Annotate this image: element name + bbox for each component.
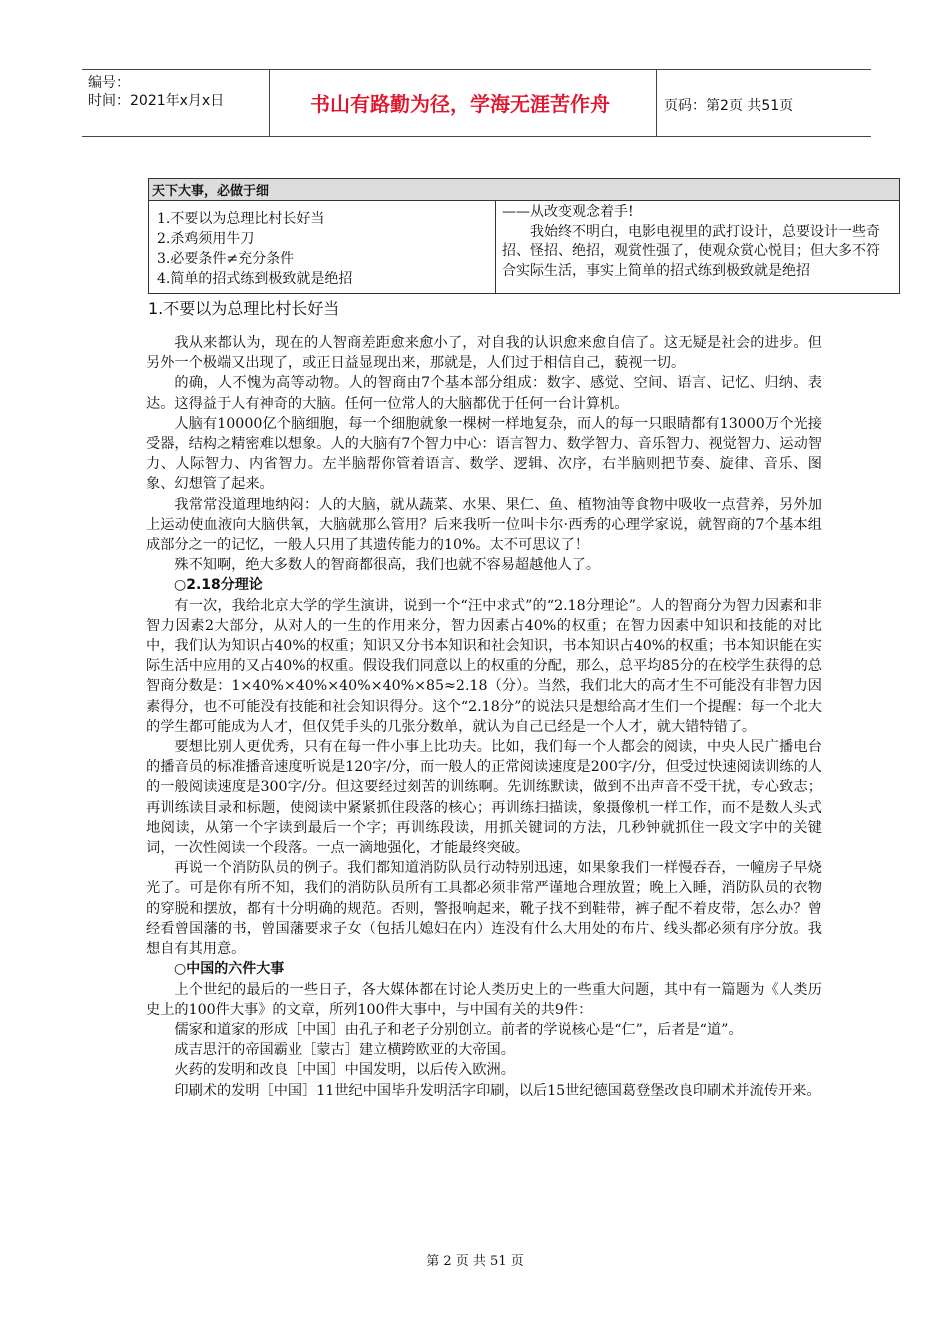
paragraph: 火药的发明和改良［中国］中国发明，以后传入欧洲。: [174, 1062, 515, 1079]
subsection-title: ○2.18分理论: [174, 577, 263, 594]
summary-item-list: [149, 201, 496, 294]
paragraph: 要想比别人更优秀，只有在每一件小事上比功夫。比如，我们每一个人都会的阅读，中央人民广播电台的播音员的标准播音速度听说是120字/分，而一般人的正常阅读速度是200字/分，但受过快速阅读训练的人的一般阅读速度是300字/分。但这要经过刻苦的训练啊。先训练默读，做到不出声音不受干扰，专心致志；再训练读目录和标题，使阅读中紧紧抓住段落的核心；再训练扫描读，象摄像机一样工作，而不是数人头式地阅读，从第一个字读到最后一个字；再训练段读，用抓关键词的方法，几秒钟就抓住一段文字中的关键词，一次性阅读一个段落。一点一滴地强化，才能最终突破。: [146, 739, 822, 857]
paragraph: 我常常没道理地纳闷：人的大脑，就从蔬菜、水果、果仁、鱼、植物油等食物中吸收一点营养，另外加上运动使血液向大脑供氧，大脑就那么管用？后来我听一位叫卡尔·西秀的心理学家说，就智商的7个基本组成部分之一的记忆，一般人只用了其遗传能力的10%。太不可思议了！: [146, 496, 822, 554]
page-footer: 第 2 页 共 51 页: [426, 1254, 524, 1269]
summary-item: 4.简单的招式练到极致就是绝招: [157, 271, 353, 287]
article-body: [146, 333, 822, 1101]
summary-note-text: 我始终不明白，电影电视里的武打设计，总要设计一些奇招、怪招、绝招，观赏性强了，使观众赏心悦目；但大多不符合实际生活，事实上简单的招式练到极致就是绝招: [502, 223, 880, 279]
paragraph: 印刷术的发明［中国］11世纪中国毕升发明活字印刷，以后15世纪德国葛登堡改良印刷术并流传开来。: [174, 1082, 821, 1099]
summary-note: [496, 201, 900, 294]
summary-title: 天下大事，必做于细: [149, 179, 900, 201]
paragraph: 有一次，我给北京大学的学生演讲，说到一个“汪中求式”的“2.18分理论”。人的智商分为智力因素和非智力因素2大部分，从对人的一生的作用来分，智力因素占40%的权重；在智力因素中知识和技能的对比中，我们认为知识占40%的权重；知识又分书本知识和社会知识，书本知识占40%的权重；书本知识能在实际生活中应用的又占40%的权重。假设我们同意以上的权重的分配，那么，总平均85分的在校学生获得的总智商分数是：1×40%×40%×40%×40%×85≈2.18（分）。当然，我们北大的高才生不可能没有非智力因素得分，也不可能没有技能和社会知识得分。这个“2.18分”的说法只是想给高才生们一个提醒：每一个北大的学生都可能成为人才，但仅凭手头的几张分数单，就认为自己已经是一个人才，就大错特错了。: [146, 597, 822, 735]
header-number-label: 编号：: [88, 75, 130, 91]
paragraph: 再说一个消防队员的例子。我们都知道消防队员行动特别迅速，如果象我们一样慢吞吞，一幢房子早烧光了。可是你有所不知，我们的消防队员所有工具都必须非常严谨地合理放置；晚上入睡，消防队员的衣物的穿脱和摆放，都有十分明确的规范。否则，警报响起来，靴子找不到鞋带，裤子配不着皮带，怎么办？曾经看曾国藩的书，曾国藩要求子女（包括儿媳妇在内）连没有什么大用处的布片、线头都必须有序分放。我想自有其用意。: [146, 860, 822, 958]
summary-item: 1.不要以为总理比村长好当: [157, 211, 325, 227]
summary-table: [148, 178, 900, 294]
subsection-title: ○中国的六件大事: [174, 961, 285, 978]
header-bottom-rule: [82, 136, 871, 137]
summary-item: 3.必要条件≠充分条件: [157, 251, 295, 267]
paragraph: 儒家和道家的形成［中国］由孔子和老子分别创立。前者的学说核心是“仁”，后者是“道”。: [174, 1021, 743, 1038]
paragraph: 人脑有10000亿个脑细胞，每一个细胞就象一棵树一样地复杂，而人的每一只眼睛都有13000万个光接受器，结构之精密难以想象。人的大脑有7个智力中心：语言智力、数学智力、音乐智力、视觉智力、运动智力、人际智力、内省智力。左半脑帮你管着语言、数学、逻辑、次序，右半脑则把节奏、旋律、音乐、图象、幻想管了起来。: [146, 415, 822, 493]
paragraph: 殊不知啊，绝大多数人的智商都很高，我们也就不容易超越他人了。: [174, 557, 601, 574]
section-title: 1.不要以为总理比村长好当: [148, 299, 340, 318]
summary-note-heading: ——从改变观念着手!: [502, 204, 634, 220]
paragraph: 上个世纪的最后的一些日子，各大媒体都在讨论人类历史上的一些重大问题，其中有一篇题为《人类历史上的100件大事》的文章，所列100件大事中，与中国有关的共9件：: [146, 981, 822, 1018]
paragraph: 我从来都认为，现在的人智商差距愈来愈小了，对自我的认识愈来愈自信了。这无疑是社会的进步。但另外一个极端又出现了，或正日益显现出来，那就是，人们过于相信自己，藐视一切。: [146, 335, 822, 372]
summary-item: 2.杀鸡须用牛刀: [157, 231, 255, 247]
paragraph: 成吉思汗的帝国霸业［蒙古］建立横跨欧亚的大帝国。: [174, 1042, 515, 1059]
paragraph: 的确，人不愧为高等动物。人的智商由7个基本部分组成：数字、感觉、空间、语言、记忆、归纳、表达。这得益于人有神奇的大脑。任何一位常人的大脑都优于任何一台计算机。: [146, 375, 822, 412]
header-page-label: 页码：第2页 共51页: [664, 98, 794, 114]
header-motto: 书山有路勤为径，学海无涯苦作舟: [310, 92, 610, 116]
header-time-label: 时间：2021年x月x日: [88, 93, 225, 109]
header-top-rule: [82, 69, 871, 70]
